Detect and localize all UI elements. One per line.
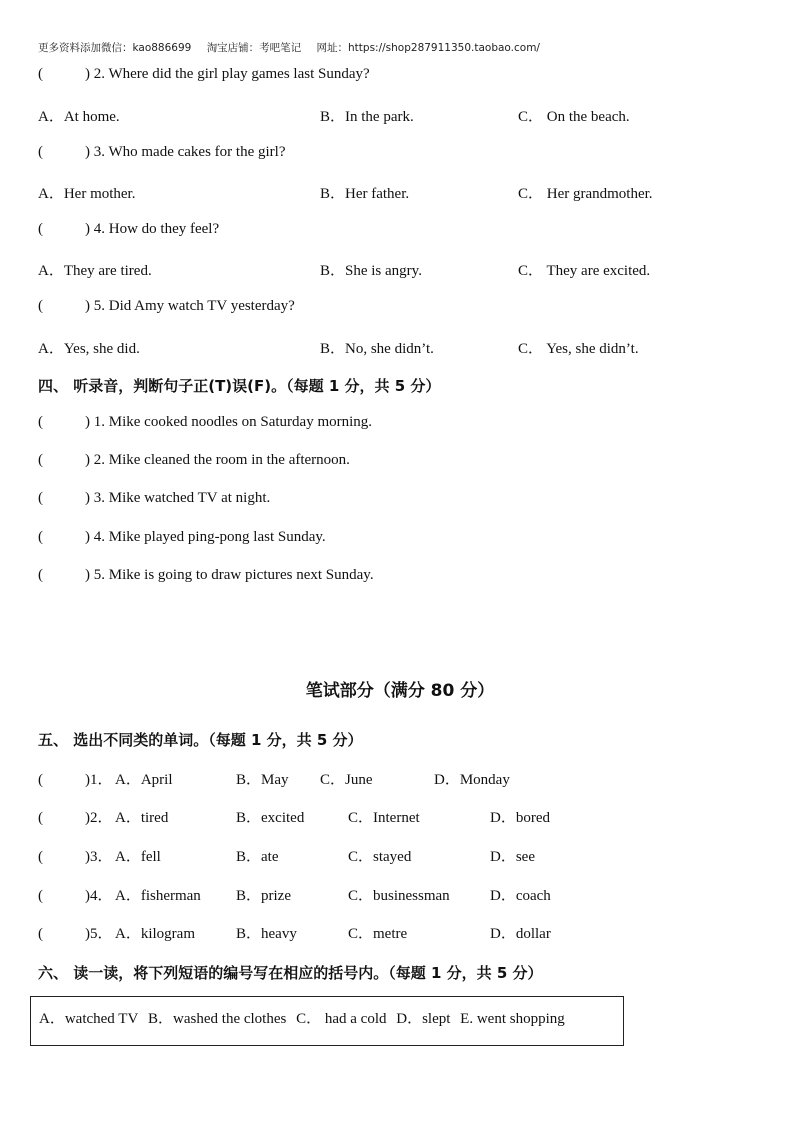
option-a: A．tired — [115, 810, 169, 826]
option-a: A．Her mother. — [38, 186, 136, 202]
answer-paren-open: ( — [38, 144, 43, 160]
option-a: A．At home. — [38, 109, 120, 125]
answer-paren-close: ) — [85, 490, 90, 506]
answer-paren-close: ) — [85, 414, 90, 430]
tf-statement: 3. Mike watched TV at night. — [93, 490, 271, 506]
phrase-b: B．washed the clothes — [148, 1011, 287, 1027]
answer-paren-open: ( — [38, 567, 43, 583]
tf-statement: 2. Mike cleaned the room in the afternoon. — [93, 452, 350, 468]
item-number: )2． — [85, 810, 113, 826]
answer-paren-close: ) — [85, 529, 90, 545]
section-4-title: 四、 听录音，判断句子正(T)误(F)。（每题 1 分，共 5 分） — [38, 377, 441, 395]
answer-paren-close: ) — [85, 452, 90, 468]
odd-one-out-row — [38, 922, 113, 943]
odd-one-out-row — [38, 806, 113, 827]
answer-paren-close: ) — [85, 144, 90, 160]
answer-paren-open: ( — [38, 452, 43, 468]
phrase-c: C． had a cold — [296, 1011, 387, 1027]
question-text: 5. Did Amy watch TV yesterday? — [93, 298, 295, 314]
question-text: 3. Who made cakes for the girl? — [93, 144, 286, 160]
option-b: B．No, she didn’t. — [320, 341, 434, 357]
odd-one-out-row — [38, 884, 113, 905]
option-b: B．Her father. — [320, 186, 410, 202]
question-line — [38, 66, 370, 83]
tf-statement: 1. Mike cooked noodles on Saturday morning. — [93, 414, 373, 430]
option-b: B．She is angry. — [320, 263, 422, 279]
answer-paren-open: ( — [38, 888, 43, 904]
option-d: D．bored — [490, 810, 550, 826]
option-b: B．heavy — [236, 926, 297, 942]
answer-paren-close: ) — [85, 567, 90, 583]
phrase-e: E. went shopping — [460, 1011, 565, 1027]
option-c: C．metre — [348, 926, 408, 942]
option-d: D．Monday — [434, 772, 510, 788]
tf-statement: 4. Mike played ping-pong last Sunday. — [93, 529, 326, 545]
tf-item — [38, 529, 326, 546]
option-c: C． On the beach. — [518, 109, 630, 125]
phrase-a: A．watched TV — [39, 1011, 139, 1027]
question-line — [38, 221, 219, 238]
section-5-title: 五、 选出不同类的单词。（每题 1 分，共 5 分） — [38, 731, 363, 749]
header-wechat: 更多资料添加微信：kao886699 — [38, 42, 192, 54]
answer-paren-open: ( — [38, 298, 43, 314]
item-number: )1． — [85, 772, 113, 788]
option-a: A．They are tired. — [38, 263, 152, 279]
answer-paren-close: ) — [85, 66, 90, 82]
answer-paren-close: ) — [85, 221, 90, 237]
option-a: A．April — [115, 772, 173, 788]
question-text: 4. How do they feel? — [93, 221, 220, 237]
option-b: B．prize — [236, 888, 291, 904]
option-d: D．dollar — [490, 926, 551, 942]
item-number: )3． — [85, 849, 113, 865]
tf-item — [38, 490, 270, 507]
section-6-title: 六、 读一读，将下列短语的编号写在相应的括号内。（每题 1 分，共 5 分） — [38, 964, 543, 982]
question-line — [38, 298, 295, 315]
answer-paren-open: ( — [38, 529, 43, 545]
header-url: 网址：https://shop287911350.taobao.com/ — [316, 42, 540, 54]
answer-paren-open: ( — [38, 810, 43, 826]
option-c: C．businessman — [348, 888, 450, 904]
option-b: B．ate — [236, 849, 279, 865]
phrase-box — [30, 996, 624, 1046]
option-b: B．excited — [236, 810, 305, 826]
answer-paren-open: ( — [38, 772, 43, 788]
option-a: A．Yes, she did. — [38, 341, 140, 357]
answer-paren-open: ( — [38, 221, 43, 237]
tf-item — [38, 567, 374, 584]
option-c: C．June — [320, 772, 373, 788]
written-part-title: 笔试部分（满分 80 分） — [305, 681, 495, 701]
option-c: C． Yes, she didn’t. — [518, 341, 639, 357]
tf-item — [38, 414, 372, 431]
answer-paren-open: ( — [38, 490, 43, 506]
answer-paren-close: ) — [85, 298, 90, 314]
option-c: C． They are excited. — [518, 263, 651, 279]
tf-item — [38, 452, 350, 469]
answer-paren-open: ( — [38, 849, 43, 865]
page-header — [38, 40, 552, 55]
question-text: 2. Where did the girl play games last Sunday? — [93, 66, 370, 82]
option-a: A．fell — [115, 849, 161, 865]
item-number: )4． — [85, 888, 113, 904]
tf-statement: 5. Mike is going to draw pictures next Sunday. — [93, 567, 374, 583]
odd-one-out-row — [38, 845, 113, 866]
option-d: D．coach — [490, 888, 551, 904]
option-a: A．kilogram — [115, 926, 195, 942]
phrase-d: D．slept — [396, 1011, 451, 1027]
question-line — [38, 144, 285, 161]
option-c: C．Internet — [348, 810, 420, 826]
option-d: D．see — [490, 849, 535, 865]
option-a: A．fisherman — [115, 888, 201, 904]
option-b: B．In the park. — [320, 109, 414, 125]
answer-paren-open: ( — [38, 66, 43, 82]
option-c: C． Her grandmother. — [518, 186, 653, 202]
phrase-list — [39, 1007, 571, 1028]
header-shop: 淘宝店铺：考吧笔记 — [206, 42, 302, 54]
answer-paren-open: ( — [38, 414, 43, 430]
option-b: B．May — [236, 772, 289, 788]
option-c: C．stayed — [348, 849, 412, 865]
odd-one-out-row — [38, 768, 113, 789]
item-number: )5． — [85, 926, 113, 942]
answer-paren-open: ( — [38, 926, 43, 942]
